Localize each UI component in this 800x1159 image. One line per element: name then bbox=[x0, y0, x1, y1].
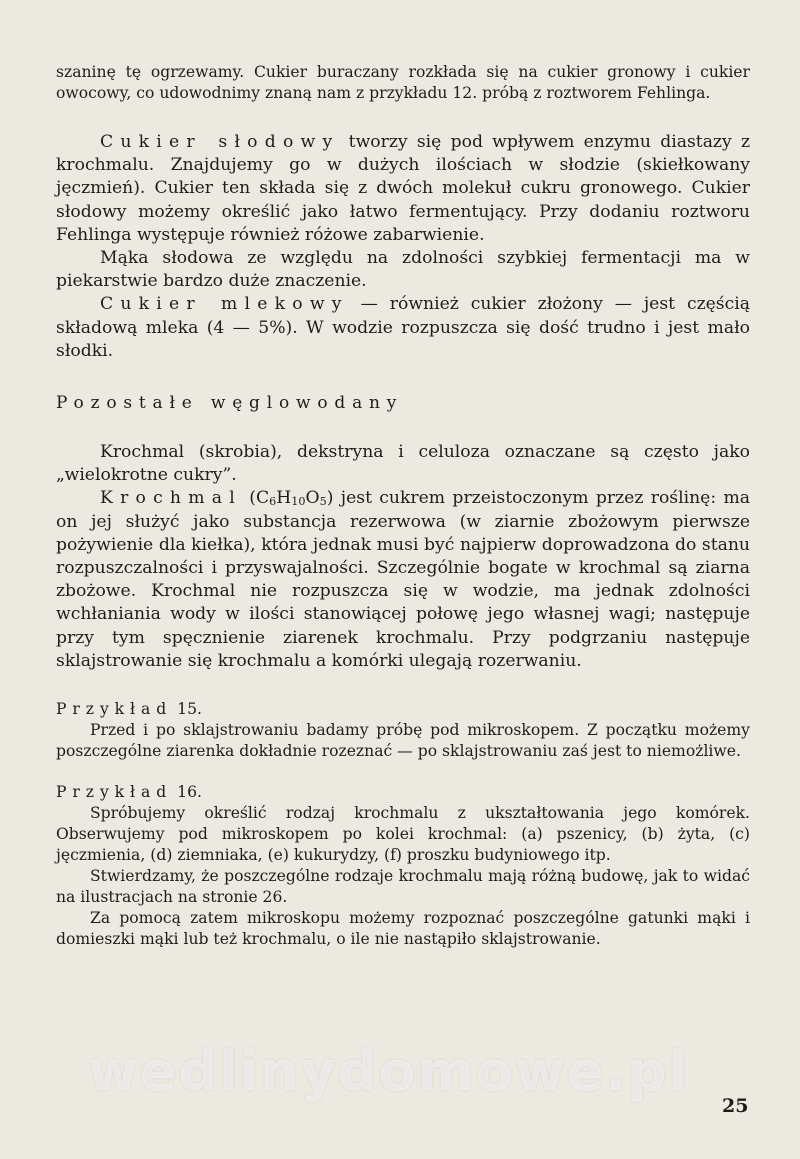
example-15-label: Przykład bbox=[56, 700, 173, 719]
malt-flour-text: Mąka słodowa ze względu na zdolności szybkiej fermentacji ma w piekarstwie bardzo duże znaczenie. bbox=[56, 248, 750, 292]
example-15-heading bbox=[56, 699, 750, 720]
example-16-paragraph-2: Stwierdzamy, że poszczególne rodzaje krochmalu mają różną budowę, jak to widać na ilustracjach na stronie 26. bbox=[56, 867, 750, 907]
example-16-label: Przykład bbox=[56, 783, 173, 802]
malt-flour-paragraph bbox=[56, 247, 750, 293]
malt-sugar-term: Cukier słodowy bbox=[100, 132, 340, 152]
site-watermark: wedlinydomowe.pl bbox=[88, 1040, 690, 1103]
intro-paragraph bbox=[56, 62, 750, 104]
milk-sugar-paragraph bbox=[56, 293, 750, 363]
malt-sugar-text: tworzy się pod wpływem enzymu diastazy z krochmalu. Znajdujemy go w dużych ilościach w słodzie (skiełkowany jęczmień). Cukier ten składa się z dwóch molekuł cukru gronowego. Cukier słodowy możemy określić jako łatwo fermentujący. Przy dodaniu roztworu Fehlinga występuje również różowe zabarwienie. bbox=[56, 132, 750, 245]
carbs-intro-text: Krochmal (skrobia), dekstryna i celuloza oznaczane są często jako „wielokrotne cukry”. bbox=[56, 442, 750, 486]
starch-paragraph bbox=[56, 487, 750, 673]
starch-text: jest cukrem przeistoczonym przez roślinę: ma on jej służyć jako substancja rezerwowa (w ziarnie zbożowym pierwsze pożywienie dla kiełka), która jednak musi być najpierw doprowadzona do stanu rozpuszczalności i przyswajalności. Szczególnie bogate w krochmal są ziarna zbożowe. Krochmal nie rozpuszcza się w wodzie, ma jednak zdolności wchłaniania wody w ilości stanowiącej połowę jego własnej wagi; następuje przy tym spęcznienie ziarenek krochmalu. Przy podgrzaniu następuje sklajstrowanie się krochmalu a komórki ulegają rozerwaniu. bbox=[56, 488, 751, 671]
intro-text: szaninę tę ogrzewamy. Cukier buraczany rozkłada się na cukier gronowy i cukier owocowy, co udowodnimy znaną nam z przykładu 12. próbą z roztworem Fehlinga. bbox=[56, 63, 750, 102]
starch-formula: $(C_6H_{10}O_5)$ bbox=[249, 488, 334, 509]
starch-term: Krochmal bbox=[100, 488, 242, 509]
malt-sugar-paragraph bbox=[56, 131, 750, 247]
example-15-number: 15. bbox=[177, 700, 202, 719]
example-16-heading bbox=[56, 782, 750, 803]
example-16-paragraph-1: Spróbujemy określić rodzaj krochmalu z ukształtowania jego komórek. Obserwujemy pod mikroskopem po kolei krochmal: (a) pszenicy, (b) żyta, (c) jęczmienia, (d) ziemniaka, (e) kukurydzy, (f) proszku budyniowego itp. bbox=[56, 804, 750, 865]
page-number: 25 bbox=[722, 1095, 749, 1117]
book-page-body bbox=[56, 62, 750, 950]
example-16-paragraph-3: Za pomocą zatem mikroskopu możemy rozpoznać poszczególne gatunki mąki i domieszki mąki lub też krochmalu, o ile nie nastąpiło sklajstrowanie. bbox=[56, 909, 750, 949]
carbs-intro-paragraph bbox=[56, 441, 750, 487]
example-15-text: Przed i po sklajstrowaniu badamy próbę pod mikroskopem. Z początku możemy poszczególne ziarenka dokładnie rozeznać — po sklajstrowaniu zaś jest to niemożliwe. bbox=[56, 721, 750, 761]
milk-sugar-text: — również cukier złożony — jest częścią składową mleka (4 — 5%). W wodzie rozpuszcza się dość trudno i jest mało słodki. bbox=[56, 294, 751, 361]
milk-sugar-term: Cukier mlekowy bbox=[100, 294, 349, 315]
example-16-number: 16. bbox=[177, 783, 202, 802]
section-heading: Pozostałe węglowodany bbox=[56, 393, 404, 414]
